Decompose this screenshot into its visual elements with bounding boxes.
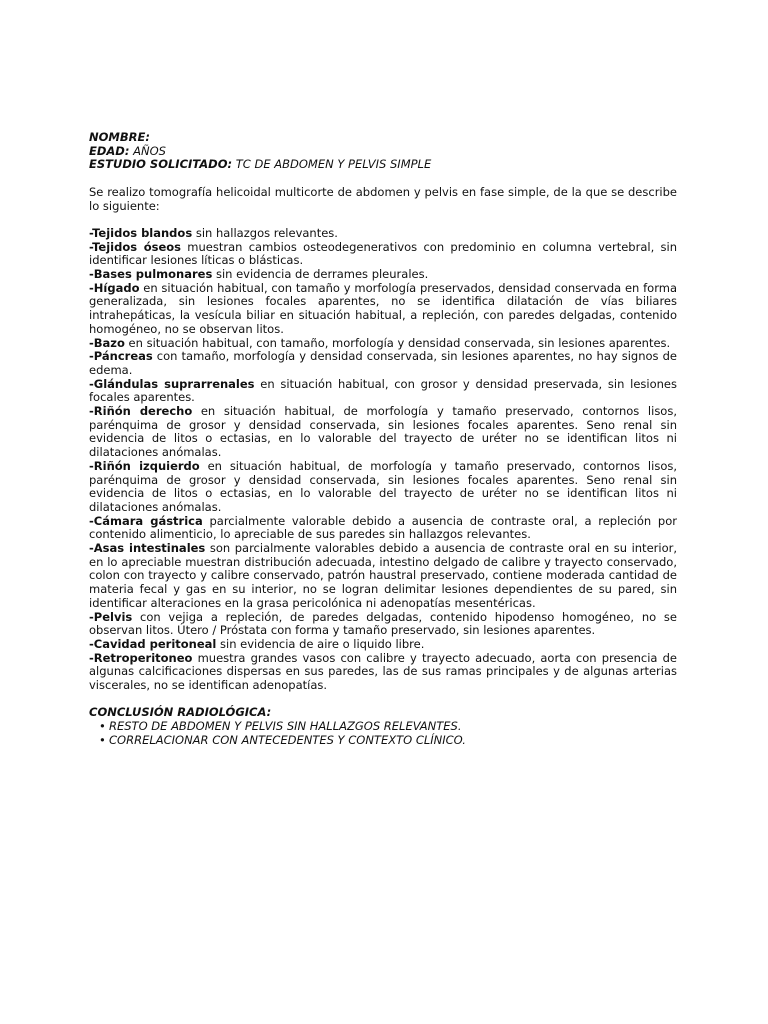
- finding-item: [89, 350, 677, 377]
- finding-text: con vejiga a repleción, de paredes delgadas, contenido hipodenso homogéneo, no se observan litos. Útero / Próstata con forma y tamaño preservado, sin lesiones aparentes.: [89, 609, 677, 638]
- bullet-icon: •: [99, 719, 106, 734]
- finding-label: -Cámara gástrica: [89, 513, 203, 528]
- report-body: [89, 131, 677, 748]
- finding-item: [89, 460, 677, 515]
- finding-label: -Hígado: [89, 280, 140, 295]
- finding-text: muestran cambios osteodegenerativos con predominio en columna vertebral, sin identificar lesiones líticas o blásticas.: [89, 239, 677, 268]
- finding-item: [89, 638, 677, 652]
- finding-text: sin evidencia de aire o liquido libre.: [216, 636, 425, 651]
- bullet-icon: •: [99, 732, 106, 747]
- finding-text: en situación habitual, de morfología y tamaño preservado, contornos lisos, parénquima de grosor y densidad conservada, sin lesiones focales aparentes. Seno renal sin evidencia de litos o ectasias, en lo valorable del trayecto de uréter no se identifican litos ni dilataciones anómalas.: [89, 458, 678, 514]
- finding-item: [89, 405, 677, 460]
- finding-label: -Riñón derecho: [89, 404, 193, 419]
- finding-label: -Glándulas suprarrenales: [89, 376, 255, 391]
- finding-label: -Cavidad peritoneal: [89, 636, 217, 651]
- study-label: ESTUDIO SOLICITADO:: [89, 157, 233, 172]
- finding-text: con tamaño, morfología y densidad conservada, sin lesiones aparentes, no hay signos de edema.: [89, 349, 677, 377]
- patient-age-value: AÑOS: [133, 143, 166, 158]
- spacer: [89, 213, 677, 227]
- finding-text: parcialmente valorable debido a ausencia de contraste oral, a repleción por contenido alimenticio, lo apreciable de sus paredes sin hallazgos relevantes.: [89, 513, 677, 542]
- patient-name-label: NOMBRE:: [89, 130, 150, 144]
- conclusion-item: [99, 720, 677, 734]
- finding-text: en situación habitual, con tamaño y morfología preservados, densidad conservada en forma generalizada, sin lesiones focales aparentes, no se identifica dilatación de vías biliares intrahepáticas, la vesícula biliar en situación habitual, a repleción, con paredes delgadas, contenido homogéneo, no se observan litos.: [89, 280, 677, 336]
- finding-item: [89, 227, 677, 241]
- finding-item: [89, 652, 677, 693]
- patient-age-label: EDAD:: [89, 143, 130, 158]
- report-header: [89, 131, 677, 172]
- conclusion-title: CONCLUSIÓN RADIOLÓGICA:: [89, 705, 272, 720]
- study-value: TC DE ABDOMEN Y PELVIS SIMPLE: [235, 157, 432, 172]
- finding-text: sin hallazgos relevantes.: [192, 225, 338, 240]
- finding-item: [89, 378, 677, 405]
- conclusion-item-text: RESTO DE ABDOMEN Y PELVIS SIN HALLAZGOS RELEVANTES.: [109, 719, 462, 734]
- conclusion-list: [89, 720, 677, 747]
- finding-item: [89, 241, 677, 268]
- study-line: [89, 158, 677, 172]
- spacer: [89, 172, 677, 186]
- finding-text: en situación habitual, de morfología y tamaño preservado, contornos lisos, parénquima de grosor y densidad conservada, sin lesiones focales aparentes. Seno renal sin evidencia de litos o ectasias, en lo valorable del trayecto de uréter no se identifican litos ni dilataciones anómalas.: [89, 404, 677, 460]
- finding-label: -Páncreas: [89, 349, 153, 364]
- finding-text: en situación habitual, con tamaño, morfología y densidad conservada, sin lesiones aparentes.: [124, 335, 671, 350]
- finding-item: [89, 282, 677, 337]
- finding-item: [89, 268, 677, 282]
- finding-text: muestra grandes vasos con calibre y trayecto adecuado, aorta con presencia de algunas calcificaciones dispersas en sus paredes, las de sus ramas principales y de algunas arterias viscerales, no se identifican adenopatías.: [89, 650, 677, 693]
- finding-item: [89, 611, 677, 638]
- finding-label: -Bazo: [89, 335, 125, 350]
- patient-name-line: [89, 131, 677, 145]
- finding-label: -Tejidos óseos: [89, 239, 181, 254]
- conclusion-item-text: CORRELACIONAR CON ANTECEDENTES Y CONTEXTO CLÍNICO.: [109, 732, 466, 747]
- finding-label: -Pelvis: [89, 609, 133, 624]
- intro-paragraph: Se realizo tomografía helicoidal multicorte de abdomen y pelvis en fase simple, de la que se describe lo siguiente:: [89, 184, 677, 213]
- finding-item: [89, 542, 677, 611]
- conclusion-item: [99, 734, 677, 748]
- finding-label: -Riñón izquierdo: [89, 458, 200, 473]
- findings-list: [89, 227, 677, 693]
- finding-label: -Bases pulmonares: [89, 267, 213, 281]
- finding-item: [89, 337, 677, 351]
- finding-text: sin evidencia de derrames pleurales.: [212, 267, 429, 281]
- finding-item: [89, 515, 677, 542]
- finding-label: -Tejidos blandos: [89, 225, 193, 240]
- finding-text: en situación habitual, con grosor y densidad preservada, sin lesiones focales aparentes.: [89, 376, 677, 405]
- finding-text: son parcialmente valorables debido a ausencia de contraste oral en su interior, en lo apreciable muestran distribución adecuada, intestino delgado de calibre y trayecto conservado, colon con trayecto y calibre conservado, patrón haustral preservado, contiene moderada cantidad de materia fecal y gas en su interior, no se logran delimitar lesiones dependientes de su pared, sin identificar alteraciones en la grasa pericolónica ni adenopatías mesentéricas.: [89, 541, 677, 610]
- finding-label: -Retroperitoneo: [89, 650, 193, 665]
- finding-label: -Asas intestinales: [89, 541, 206, 556]
- patient-age-line: [89, 145, 677, 159]
